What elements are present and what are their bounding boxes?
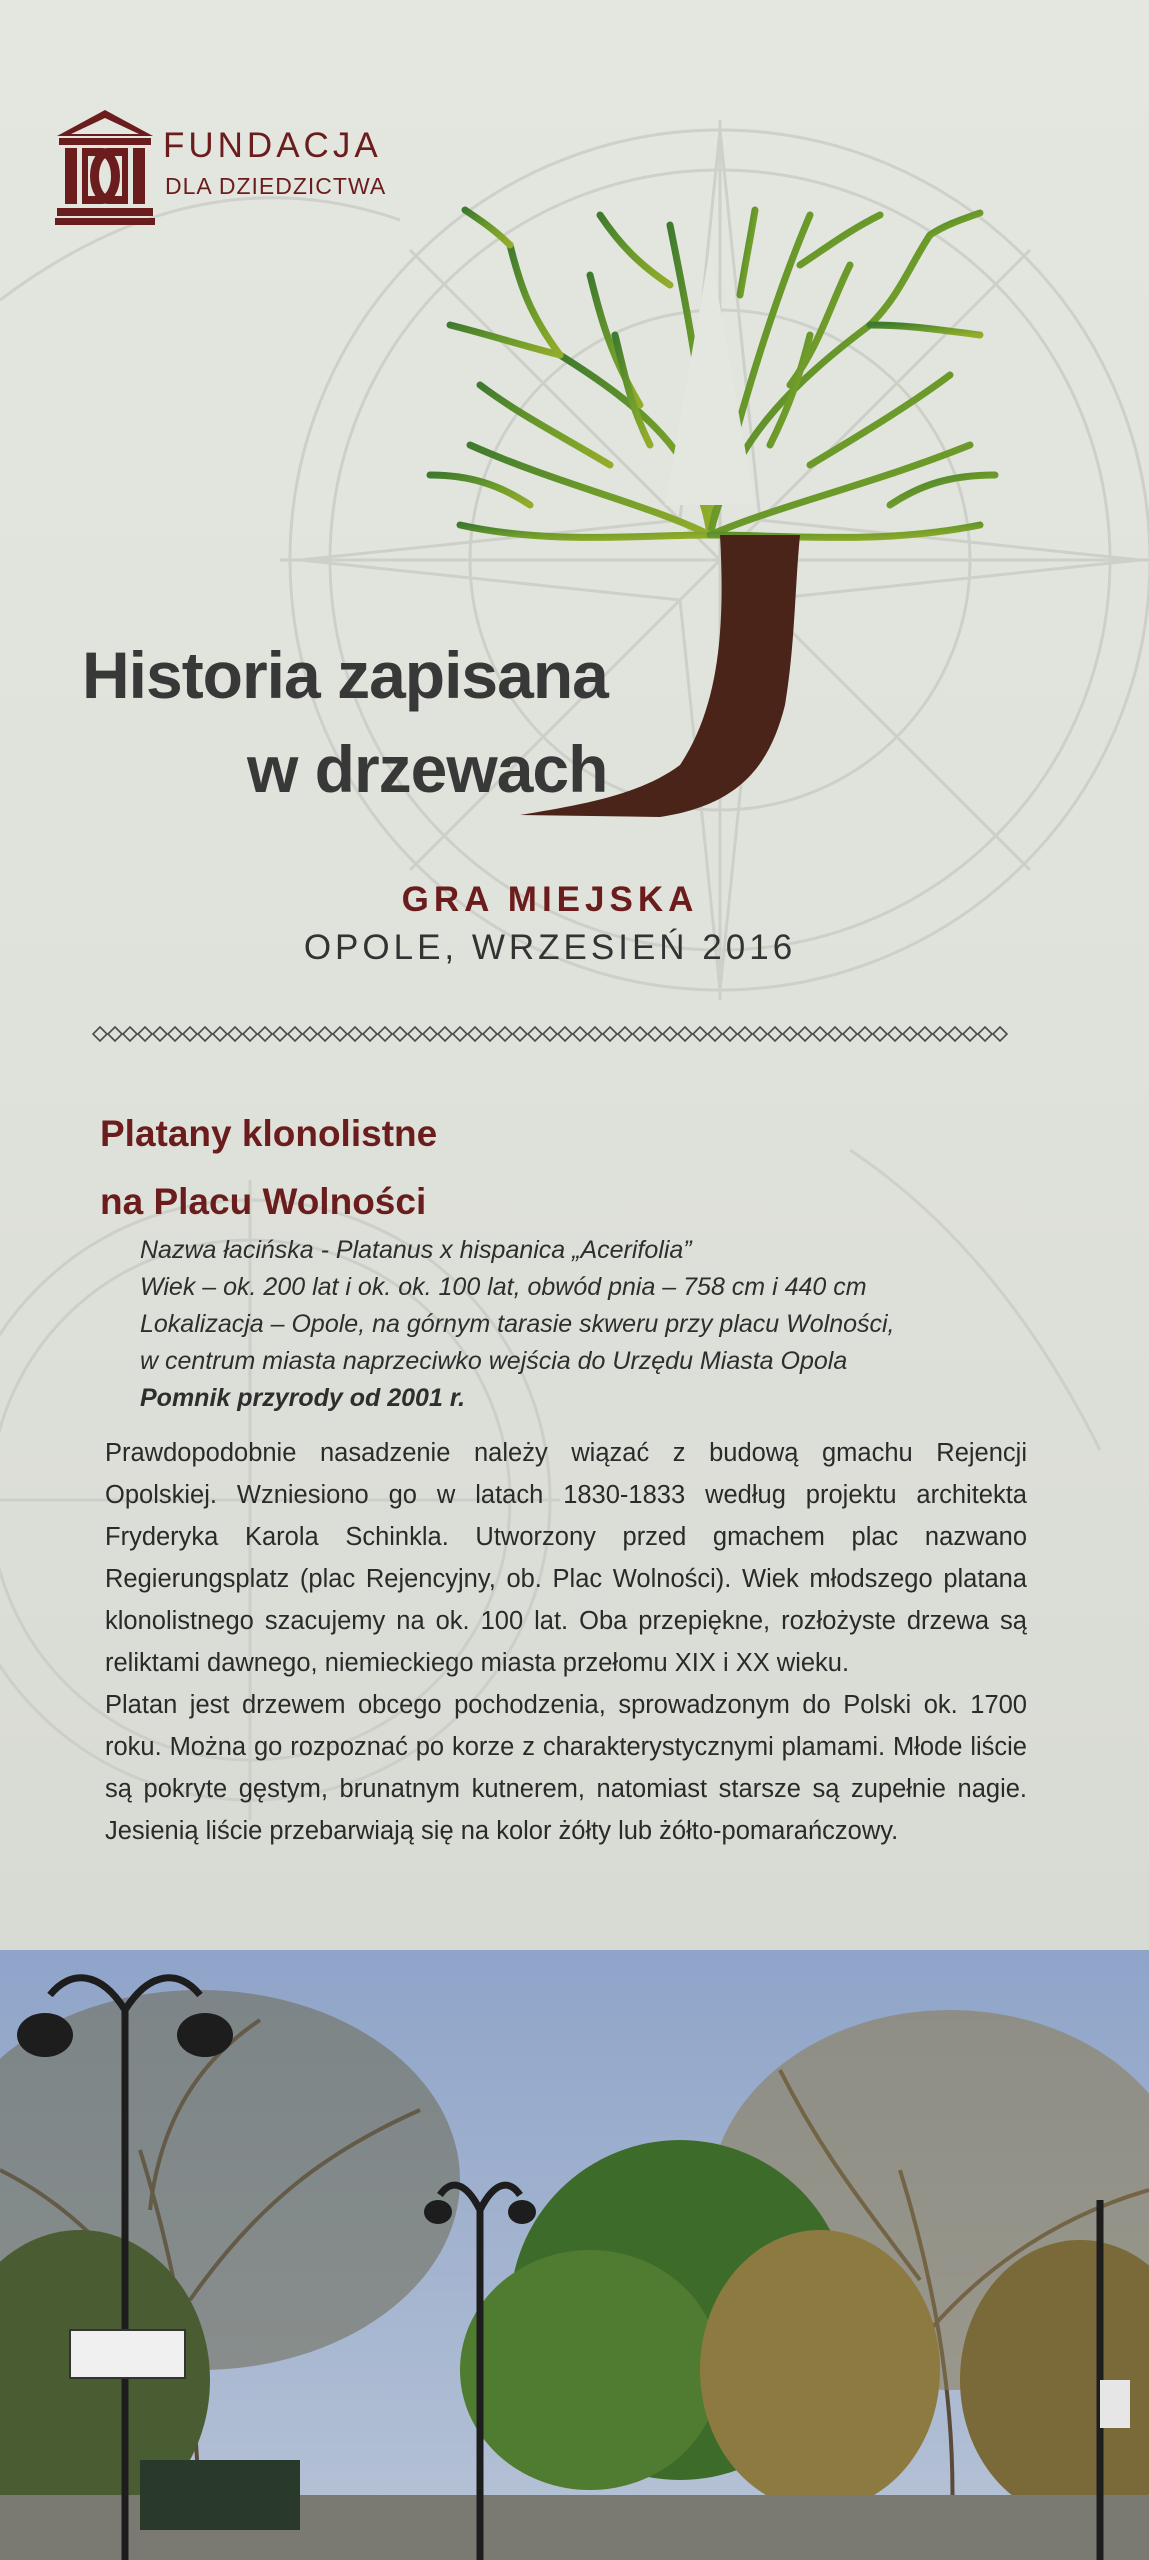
divider-diamond — [303, 1027, 317, 1041]
divider-diamond — [633, 1027, 647, 1041]
divider-diamond — [558, 1027, 572, 1041]
divider-diamond — [438, 1027, 452, 1041]
divider-diamond — [858, 1027, 872, 1041]
paragraph-history: Prawdopodobnie nasadzenie należy wiązać z budową gmachu Rejencji Opolskiej. Wzniesiono go w latach 1830-1833 według projektu architekta Fryderyka Karola Schinkla. Utworzony przed gmachem plac nazwano Regierungsplatz (plac Rejencyjny, ob. Plac Wolności). Wiek młodszego platana klonolistnego szacujemy na ok. 100 lat. Oba przepiękne, rozłożyste drzewa są reliktami dawnego, niemieckiego miasta przełomu XIX i XX wieku. — [105, 1439, 1027, 1677]
event-subtitle — [230, 880, 870, 968]
divider-diamond — [183, 1027, 197, 1041]
title-line1: Historia zapisana — [82, 638, 608, 712]
divider-diamond — [708, 1027, 722, 1041]
divider-diamond — [318, 1027, 332, 1041]
tree-age: Wiek – ok. 200 lat i ok. ok. 100 lat, obwód pnia – 758 cm i 440 cm — [140, 1273, 867, 1301]
divider-diamond — [738, 1027, 752, 1041]
foundation-logo — [55, 108, 415, 228]
divider-diamond — [153, 1027, 167, 1041]
divider-diamond — [933, 1027, 947, 1041]
foundation-temple-icon — [55, 108, 155, 228]
divider-diamond — [93, 1027, 107, 1041]
divider-diamond — [258, 1027, 272, 1041]
divider-diamond — [768, 1027, 782, 1041]
divider-diamond — [783, 1027, 797, 1041]
event-name: GRA MIEJSKA — [401, 880, 699, 919]
divider-diamond — [483, 1027, 497, 1041]
heading-line1: Platany klonolistne — [100, 1113, 438, 1154]
divider-diamond — [723, 1027, 737, 1041]
event-date: OPOLE, WRZESIEŃ 2016 — [303, 928, 797, 967]
divider-diamond — [978, 1027, 992, 1041]
divider-diamond — [138, 1027, 152, 1041]
divider-diamond — [243, 1027, 257, 1041]
divider-diamond — [618, 1027, 632, 1041]
divider-diamond — [468, 1027, 482, 1041]
divider-diamond — [108, 1027, 122, 1041]
divider-diamond — [453, 1027, 467, 1041]
divider-diamond — [513, 1027, 527, 1041]
divider-diamond — [828, 1027, 842, 1041]
paragraph-species: Platan jest drzewem obcego pochodzenia, sprowadzonym do Polski ok. 1700 roku. Można go rozpoznać po korze z charakterystycznymi plamami. Młode liście są pokryte gęstym, brunatnym kutnerem, natomiast starsze są zupełnie nagie. Jesienią liście przebarwiają się na kolor żółty lub żółto-pomarańczowy. — [105, 1691, 1027, 1845]
divider-diamond — [918, 1027, 932, 1041]
divider-diamond — [843, 1027, 857, 1041]
section-heading — [100, 1100, 800, 1236]
divider-diamond — [948, 1027, 962, 1041]
divider-diamond — [603, 1027, 617, 1041]
divider-diamond — [423, 1027, 437, 1041]
title-line2: w drzewach — [247, 732, 608, 806]
divider-diamond — [873, 1027, 887, 1041]
description-text — [105, 1432, 1027, 1852]
park-photo — [0, 1950, 1149, 2560]
divider-diamond — [903, 1027, 917, 1041]
divider-diamond — [333, 1027, 347, 1041]
divider-diamond — [663, 1027, 677, 1041]
divider-diamond — [288, 1027, 302, 1041]
monument-status: Pomnik przyrody od 2001 r. — [140, 1384, 466, 1412]
divider-diamond — [363, 1027, 377, 1041]
page-title — [82, 628, 702, 816]
divider-diamond — [408, 1027, 422, 1041]
divider-diamond — [498, 1027, 512, 1041]
divider-diamond — [168, 1027, 182, 1041]
divider-diamond — [123, 1027, 137, 1041]
location-line2: w centrum miasta naprzeciwko wejścia do Urzędu Miasta Opola — [140, 1347, 848, 1375]
divider-diamond — [993, 1027, 1007, 1041]
divider-diamond — [348, 1027, 362, 1041]
logo-heritage-text: DLA DZIEDZICTWA — [165, 173, 387, 199]
divider-diamond — [648, 1027, 662, 1041]
location-line1: Lokalizacja – Opole, na górnym tarasie skweru przy placu Wolności, — [140, 1310, 895, 1338]
divider-diamond — [693, 1027, 707, 1041]
divider-diamond — [528, 1027, 542, 1041]
divider-diamond — [228, 1027, 242, 1041]
logo-foundation-text: FUNDACJA — [163, 126, 382, 165]
diamond-divider — [92, 1022, 1012, 1046]
divider-diamond — [543, 1027, 557, 1041]
divider-diamond — [798, 1027, 812, 1041]
tree-facts — [140, 1232, 1080, 1417]
divider-diamond — [753, 1027, 767, 1041]
latin-name: Nazwa łacińska - Platanus x hispanica „Acerifolia” — [140, 1236, 692, 1264]
divider-diamond — [378, 1027, 392, 1041]
divider-diamond — [573, 1027, 587, 1041]
divider-diamond — [588, 1027, 602, 1041]
divider-diamond — [213, 1027, 227, 1041]
divider-diamond — [678, 1027, 692, 1041]
divider-diamond — [888, 1027, 902, 1041]
divider-diamond — [273, 1027, 287, 1041]
divider-diamond — [963, 1027, 977, 1041]
divider-diamond — [198, 1027, 212, 1041]
divider-diamond — [393, 1027, 407, 1041]
heading-line2: na Placu Wolności — [100, 1181, 427, 1222]
divider-diamond — [813, 1027, 827, 1041]
